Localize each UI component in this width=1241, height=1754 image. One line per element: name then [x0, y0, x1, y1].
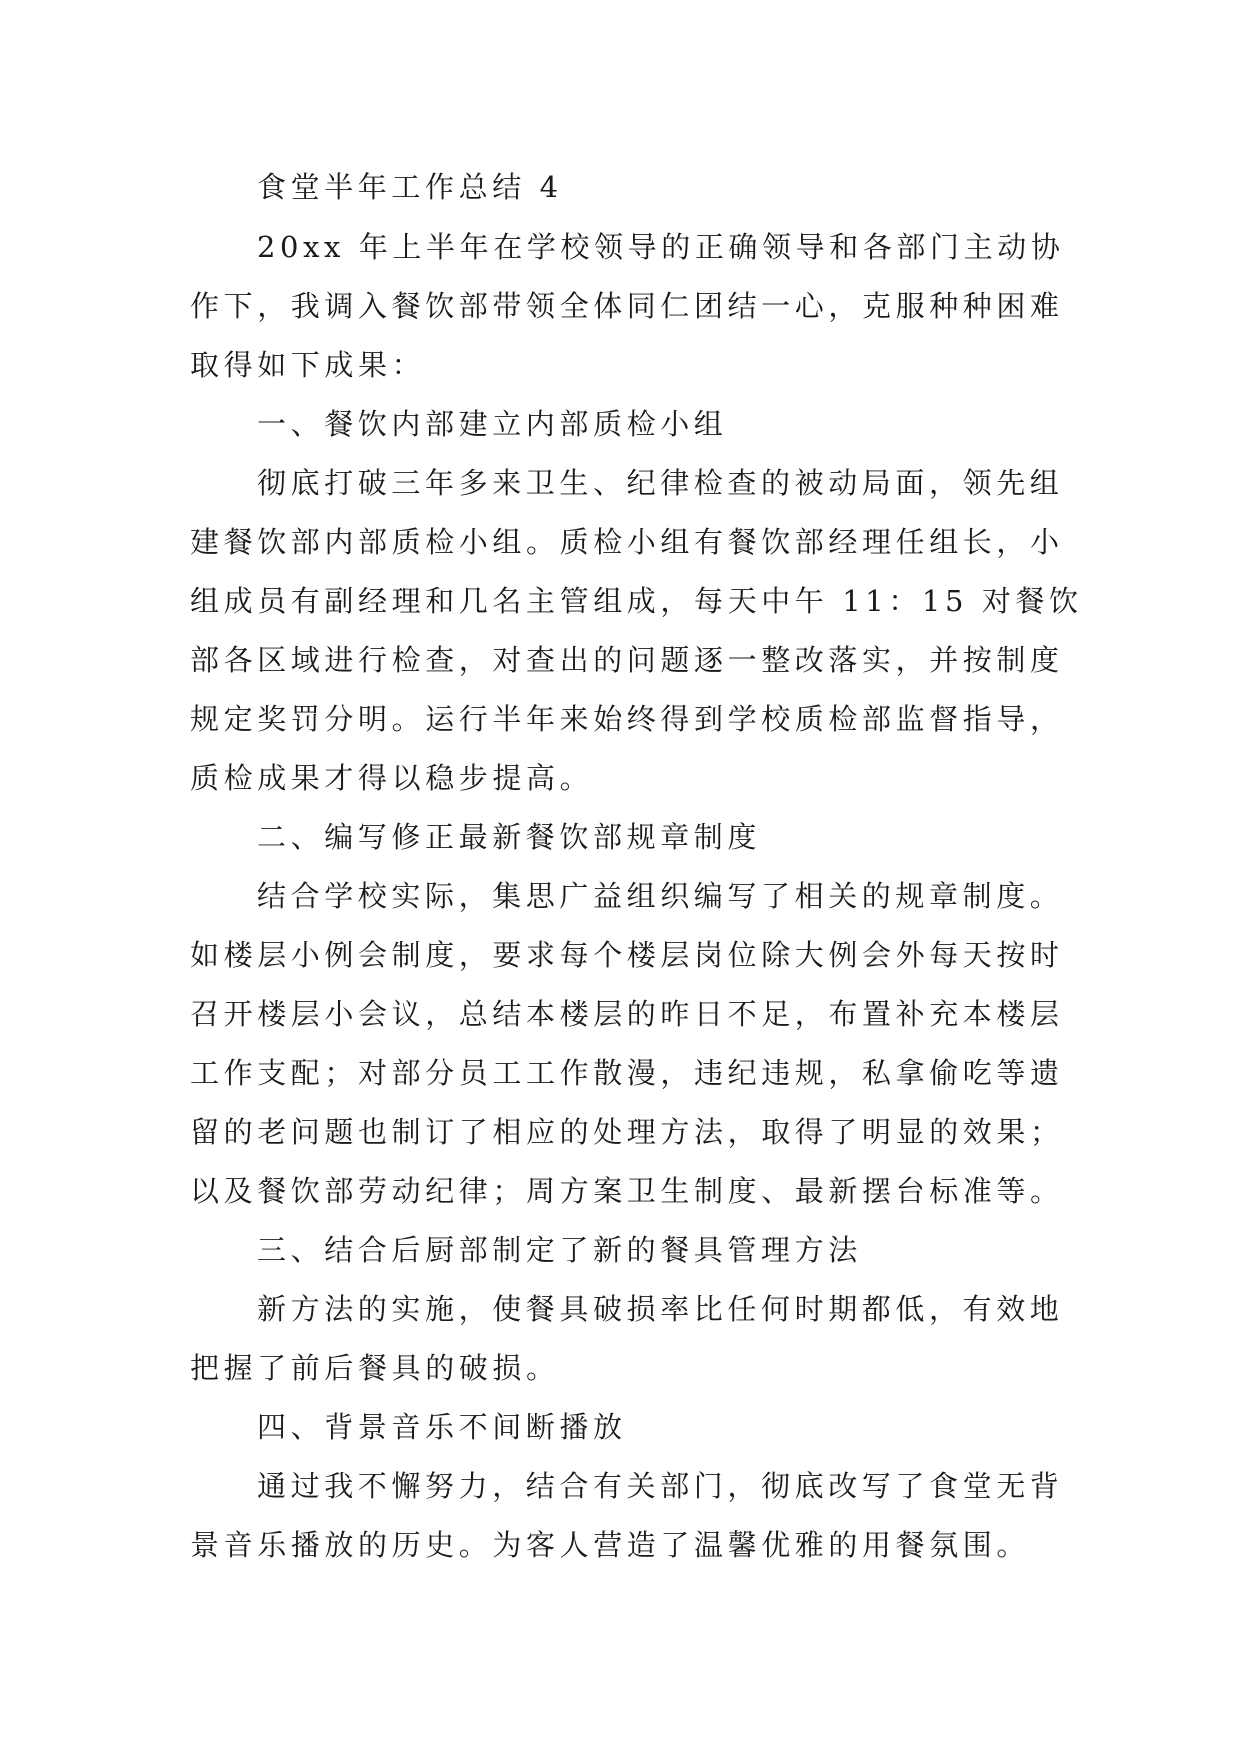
paragraph-line: 把握了前后餐具的破损。 — [190, 1351, 560, 1385]
section-heading: 四、背景音乐不间断播放 — [257, 1410, 627, 1444]
paragraph-line: 作下，我调入餐饮部带领全体同仁团结一心，克服种种困难 — [190, 289, 1064, 323]
section-heading: 二、编写修正最新餐饮部规章制度 — [257, 820, 762, 854]
paragraph-line: 新方法的实施，使餐具破损率比任何时期都低，有效地 — [257, 1292, 1064, 1326]
paragraph-line: 质检成果才得以稳步提高。 — [190, 761, 594, 795]
paragraph-line: 如楼层小例会制度，要求每个楼层岗位除大例会外每天按时 — [190, 938, 1064, 972]
paragraph-line: 以及餐饮部劳动纪律；周方案卫生制度、最新摆台标准等。 — [190, 1174, 1064, 1208]
paragraph-line: 通过我不懈努力，结合有关部门，彻底改写了食堂无背 — [257, 1469, 1064, 1503]
paragraph-line: 取得如下成果： — [190, 348, 426, 382]
paragraph-line: 工作支配；对部分员工工作散漫，违纪违规，私拿偷吃等遗 — [190, 1056, 1064, 1090]
paragraph-line: 建餐饮部内部质检小组。质检小组有餐饮部经理任组长，小 — [190, 525, 1064, 559]
paragraph-line: 规定奖罚分明。运行半年来始终得到学校质检部监督指导， — [190, 702, 1064, 736]
paragraph-line: 结合学校实际，集思广益组织编写了相关的规章制度。 — [257, 879, 1064, 913]
paragraph-line: 彻底打破三年多来卫生、纪律检查的被动局面，领先组 — [257, 466, 1064, 500]
paragraph-line: 组成员有副经理和几名主管组成，每天中午 11：15 对餐饮 — [190, 584, 1083, 618]
section-heading: 一、餐饮内部建立内部质检小组 — [257, 407, 728, 441]
paragraph-line: 20xx 年上半年在学校领导的正确领导和各部门主动协 — [257, 230, 1065, 264]
document-title: 食堂半年工作总结 4 — [257, 170, 563, 204]
paragraph-line: 留的老问题也制订了相应的处理方法，取得了明显的效果； — [190, 1115, 1064, 1149]
paragraph-line: 部各区域进行检查，对查出的问题逐一整改落实，并按制度 — [190, 643, 1064, 677]
section-heading: 三、结合后厨部制定了新的餐具管理方法 — [257, 1233, 862, 1267]
paragraph-line: 召开楼层小会议，总结本楼层的昨日不足，布置补充本楼层 — [190, 997, 1064, 1031]
paragraph-line: 景音乐播放的历史。为客人营造了温馨优雅的用餐氛围。 — [190, 1528, 1031, 1562]
